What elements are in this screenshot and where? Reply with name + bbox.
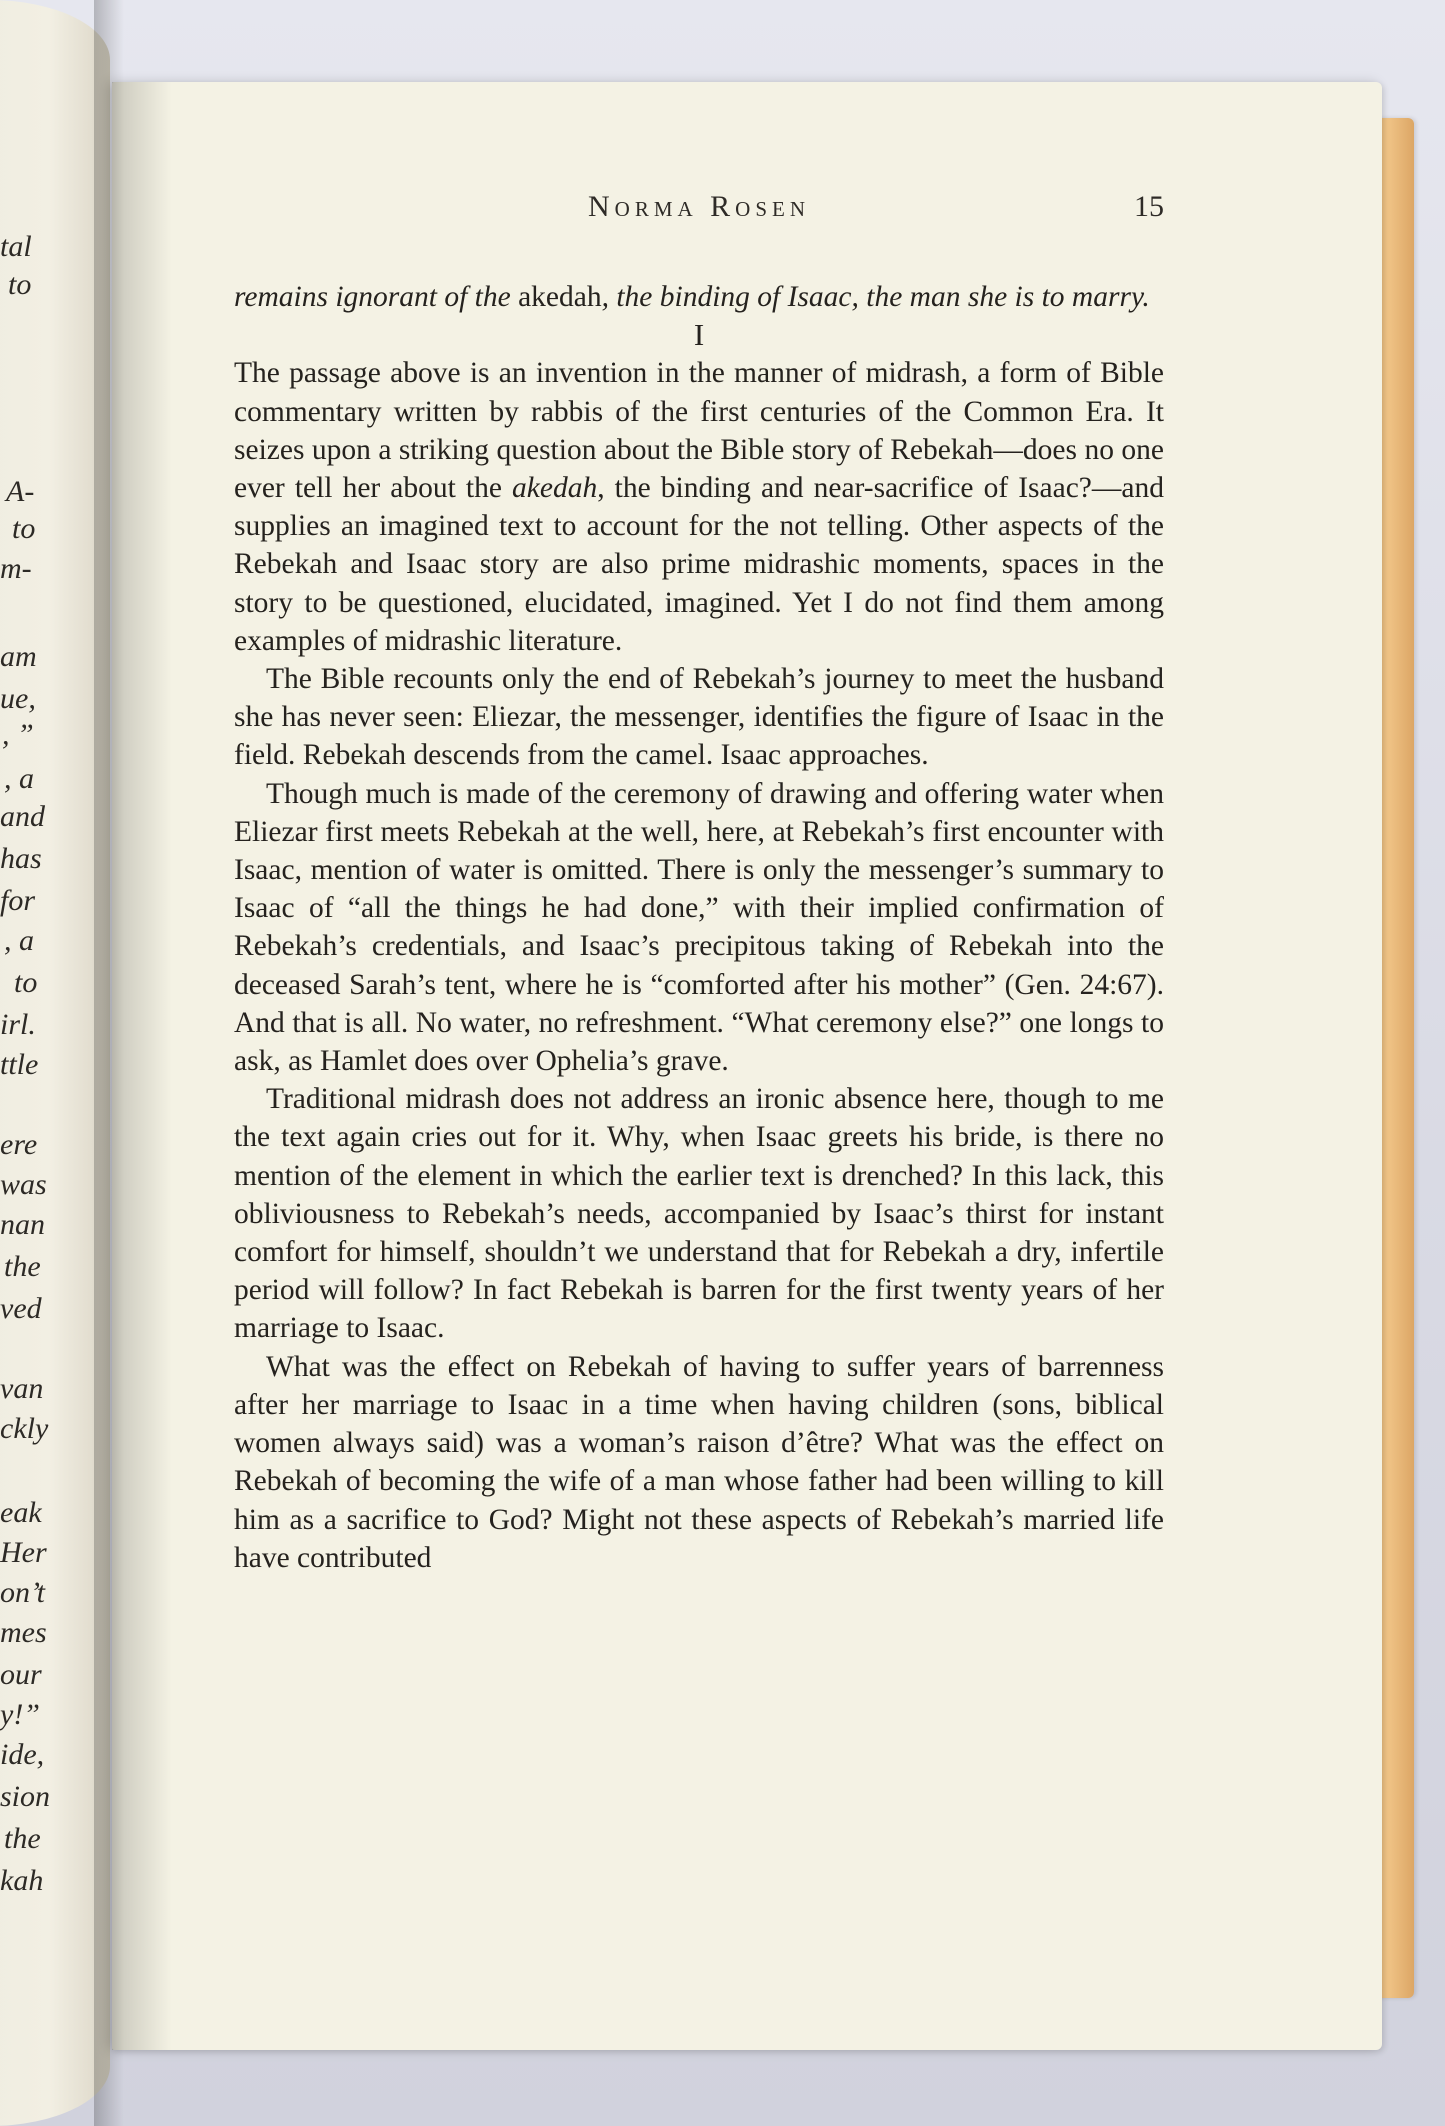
- section-numeral: I: [693, 317, 705, 353]
- left-page-fragment: A-: [6, 475, 35, 508]
- left-page-fragment: nan: [0, 1208, 45, 1241]
- left-page-fragment: , ”: [2, 718, 34, 751]
- left-page-fragment: ere: [0, 1128, 38, 1161]
- left-page-fragment: ide,: [0, 1738, 45, 1771]
- left-page-fragment: to: [8, 268, 32, 301]
- left-page-fragment: to: [12, 512, 36, 545]
- left-page-fragment: ved: [0, 1292, 42, 1325]
- left-page-fragment: Her: [0, 1536, 47, 1569]
- intro-text-2: , the binding of Isaac, the man she is to marry.: [601, 281, 1150, 313]
- page-number: 15: [1134, 190, 1164, 223]
- left-page-fragment: was: [0, 1168, 47, 1201]
- left-page-fragment: the: [4, 1822, 41, 1855]
- left-page-fragment: ckly: [0, 1412, 49, 1445]
- running-head: [234, 190, 1164, 230]
- left-page-fragment: has: [0, 842, 42, 875]
- left-page-fragment: on’t: [0, 1576, 45, 1609]
- intro-paragraph: [234, 278, 1164, 316]
- left-page-fragment: eak: [0, 1496, 42, 1529]
- paragraph-1-text-a: The passage above is an invention in the manner of midrash, a form of Bible commentary written by rabbis of the first centuries of the Common Era. It seizes upon a striking question about the Bible story of Rebekah—does no one ever tell her about the: [234, 357, 1164, 505]
- paragraph-5: What was the effect on Rebekah of having to suffer years of barrenness after her marriage to Isaac in a time when having children (sons, biblical women always said) was a woman’s raison d’être? What was the effect on Rebekah of becoming the wife of a man whose father had been willing to kill him as a sacrifice to God? Might not these aspects of Rebekah’s married life have contributed: [234, 1350, 1164, 1574]
- left-page-fragment: the: [4, 1250, 41, 1283]
- page-curl-shadow: [94, 0, 124, 2126]
- left-page-fragment: , a: [4, 762, 34, 795]
- paragraph-1-term-akedah: akedah: [512, 472, 598, 505]
- left-page-fragment: ue,: [0, 682, 36, 715]
- body-text: [234, 278, 1164, 1577]
- left-page-fragment: y!”: [0, 1698, 40, 1731]
- left-page-fragment: , a: [4, 924, 34, 957]
- left-page-fragment: ttle: [0, 1048, 39, 1081]
- left-page-fragment: our: [0, 1658, 42, 1691]
- paragraph-4: Traditional midrash does not address an ironic absence here, though to me the text again cries out for it. Why, when Isaac greets his bride, is there no mention of the element in which the earlier text is drenched? In this lack, this obliviousness to Rebekah’s needs, accompanied by Isaac’s thirst for instant comfort for himself, shouldn’t we understand that for Rebekah a dry, infertile period will follow? In fact Rebekah is barren for the first twenty years of her marriage to Isaac.: [234, 1083, 1164, 1345]
- left-page-fragment: kah: [0, 1864, 44, 1897]
- paragraph-2: The Bible recounts only the end of Rebekah’s journey to meet the husband she has never seen: Eliezar, the messenger, identifies the figure of Isaac in the field. Rebekah descends from the camel. Isaac approaches.: [234, 663, 1164, 772]
- left-page-fragment: tal: [0, 230, 32, 263]
- running-head-author: Norma Rosen: [587, 190, 811, 223]
- paragraph-1-text-b: , the binding and near-sacrifice of Isaac?—and supplies an imagined text to account for the not telling. Other aspects of the Rebekah and Isaac story are also prime midrashic moments, spaces in the story to be questioned, elucidated, imagined. Yet I do not find them among examples of midrashic literature.: [234, 472, 1164, 657]
- left-page-fragment: irl.: [0, 1008, 36, 1041]
- left-page-fragment: for: [0, 884, 36, 917]
- left-page-fragment: sion: [0, 1780, 51, 1813]
- left-page-fragment: to: [14, 966, 38, 999]
- left-page-fragment: m-: [0, 552, 32, 585]
- intro-term-akedah: akedah: [518, 281, 602, 313]
- left-page-fragment: and: [0, 800, 45, 833]
- paragraph-1: [234, 354, 1164, 660]
- left-page-fragment: am: [0, 640, 37, 673]
- left-page-fragment: mes: [0, 1616, 47, 1649]
- paragraph-3: Though much is made of the ceremony of drawing and offering water when Eliezar first meets Rebekah at the well, here, at Rebekah’s first encounter with Isaac, mention of water is omitted. There is only the messenger’s summary to Isaac of “all the things he had done,” with their implied confirmation of Rebekah’s credentials, and Isaac’s precipitous taking of Rebekah into the deceased Sarah’s tent, where he is “comforted after his mother” (Gen. 24:67). And that is all. No water, no refreshment. “What ceremony else?” one longs to ask, as Hamlet does over Ophelia’s grave.: [234, 777, 1164, 1078]
- left-page-fragment: van: [0, 1372, 44, 1405]
- intro-text-1: remains ignorant of the: [234, 281, 519, 313]
